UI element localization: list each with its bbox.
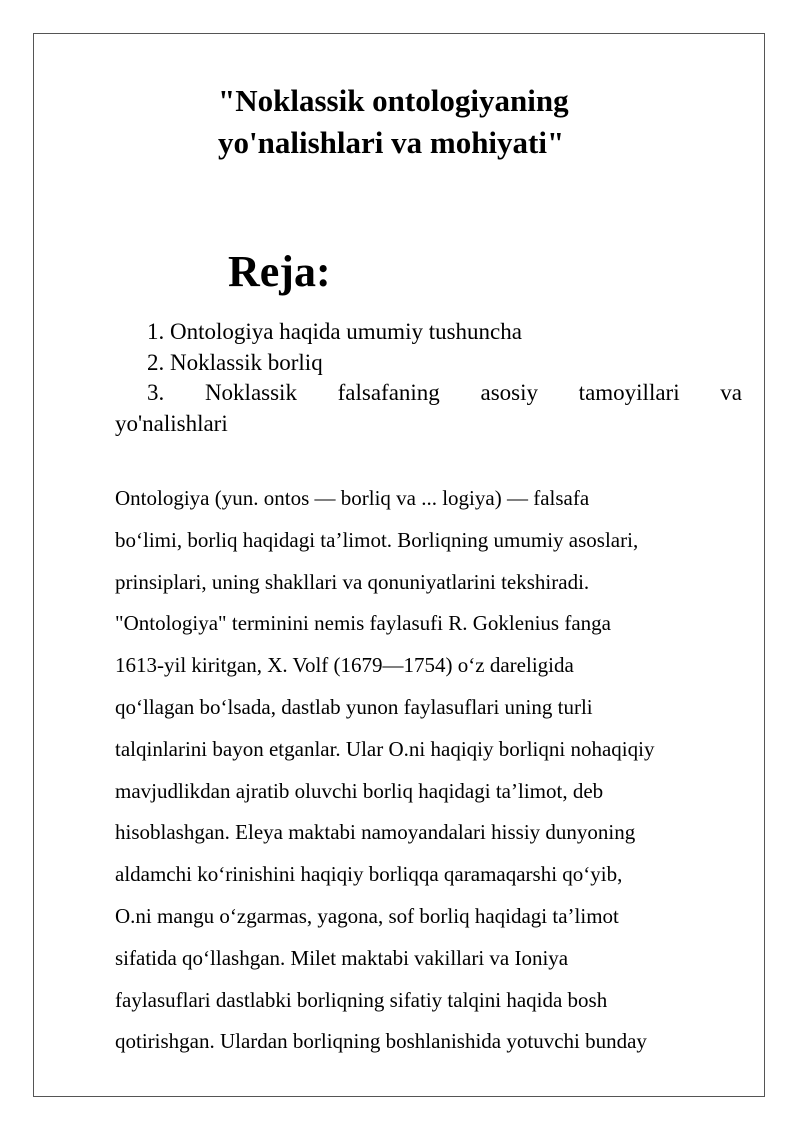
plan-item: 3. Noklassik falsafaning asosiy tamoyillari va bbox=[147, 380, 742, 405]
body-paragraph bbox=[115, 478, 755, 1063]
document-title bbox=[218, 80, 738, 164]
body-line: hisoblashgan. Eleya maktabi namoyandalari hissiy dunyoning bbox=[115, 820, 636, 845]
body-line: Ontologiya (yun. ontos — borliq va ... logiya) — falsafa bbox=[115, 486, 590, 510]
body-line: sifatida qo‘llashgan. Milet maktabi vakillari va Ioniya bbox=[115, 945, 569, 970]
document-title-line: "Noklassik ontologiyaning bbox=[218, 83, 569, 118]
plan-item-continuation: yo'nalishlari bbox=[115, 410, 228, 436]
document-title-line: yo'nalishlari va mohiyati" bbox=[218, 125, 565, 160]
body-line: aldamchi ko‘rinishini haqiqiy borliqqa qaramaqarshi qo‘yib, bbox=[115, 862, 623, 887]
body-line: 1613-yil kiritgan, X. Volf (1679—1754) o‘z dareligida bbox=[115, 653, 574, 678]
plan-item: 1. Ontologiya haqida umumiy tushuncha bbox=[147, 319, 522, 344]
body-line: faylasuflari dastlabki borliqning sifatiy talqini haqida bosh bbox=[115, 987, 608, 1012]
plan-item: 2. Noklassik borliq bbox=[147, 349, 323, 375]
body-line: qotirishgan. Ulardan borliqning boshlanishida yotuvchi bunday bbox=[115, 1029, 647, 1054]
body-line: O.ni mangu o‘zgarmas, yagona, sof borliq haqidagi ta’limot bbox=[115, 903, 619, 928]
body-line: mavjudlikdan ajratib oluvchi borliq haqidagi ta’limot, deb bbox=[115, 778, 604, 803]
body-line: qo‘llagan bo‘lsada, dastlab yunon faylasuflari uning turli bbox=[115, 694, 593, 719]
body-line: talqinlarini bayon etganlar. Ular O.ni haqiqiy borliqni nohaqiqiy bbox=[115, 736, 655, 761]
plan-list bbox=[115, 317, 742, 439]
body-line: bo‘limi, borliq haqidagi ta’limot. Borliqning umumiy asoslari, bbox=[115, 527, 639, 552]
body-line: prinsiplari, uning shakllari va qonuniyatlarini tekshiradi. bbox=[115, 569, 590, 594]
body-line: "Ontologiya" terminini nemis faylasufi R. Goklenius fanga bbox=[115, 611, 611, 636]
plan-heading: Reja: bbox=[228, 247, 331, 296]
